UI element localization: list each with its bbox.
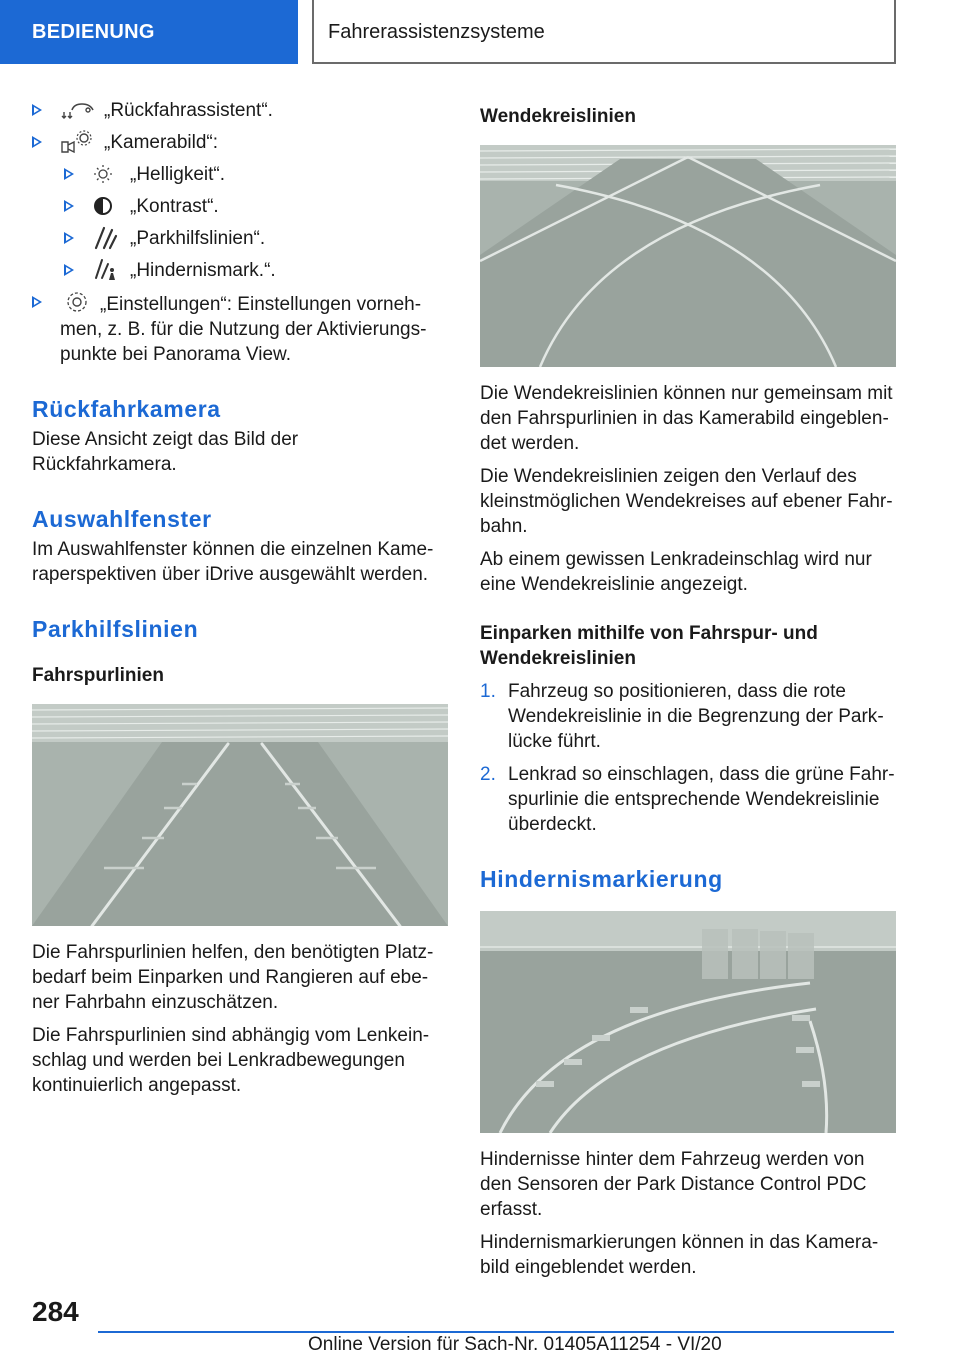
obstacle-marking-icon [90,258,120,282]
bullet-triangle-icon [32,296,42,308]
brightness-icon [90,162,120,186]
bullet-triangle-icon [32,136,42,148]
paragraph: Die Fahrspurlinien helfen, den benötigten Platzbedarf beim Einparken und Rangieren auf ebener Fahrbahn einzuschätzen. [32,942,434,1013]
paragraph: Hindernismarkierungen können in das Kamerabild eingeblendet werden. [480,1232,879,1278]
illustration-wendekreislinien [480,145,896,367]
sub-item-label: „Parkhilfslinien“. [130,228,266,249]
step-2 [480,762,896,837]
footer-divider [98,1331,894,1333]
step-number: 1. [480,681,496,702]
menu-item-kamerabild [32,130,448,155]
heading-hindernismarkierung: Hindernismarkierung [480,866,723,892]
paragraph: Die Wendekreislinien können nur gemeinsam mit den Fahrspurlinien in das Kamerabild eingeblendet werden. [480,383,893,454]
footer-version-text: Online Version für Sach-Nr. 01405A11254 - VI/20 [308,1334,722,1355]
illustration-hindernismarkierung [480,911,896,1133]
bullet-triangle-icon [64,264,74,276]
left-column [32,98,448,1106]
heading-wendekreislinien: Wendekreislinien [480,106,636,127]
parking-lines-icon [90,226,120,250]
sub-item-helligkeit [32,162,448,187]
sub-item-kontrast [32,194,448,219]
paragraph: Hindernisse hinter dem Fahrzeug werden von den Sensoren der Park Distance Control PDC erfasst. [480,1149,867,1220]
bullet-triangle-icon [32,104,42,116]
heading-fahrspurlinien: Fahrspurlinien [32,665,164,686]
menu-item-label: „Kamerabild“: [104,132,219,153]
menu-item-label: „Rückfahrassistent“. [104,100,273,121]
car-rear-arrows-icon [60,98,96,122]
bullet-triangle-icon [64,168,74,180]
step-1 [480,679,896,754]
contrast-icon [90,194,120,218]
sub-item-label: „Kontrast“. [130,196,219,217]
menu-item-rueckfahrassistent [32,98,448,123]
camera-settings-icon [60,130,96,154]
step-number: 2. [480,764,496,785]
heading-parkhilfslinien: Parkhilfslinien [32,616,199,642]
bullet-triangle-icon [64,232,74,244]
paragraph: Die Wendekreislinien zeigen den Verlauf des kleinstmöglichen Wendekreises auf ebener Fahrbahn. [480,466,893,537]
step-text: Fahrzeug so positionieren, dass die rote Wendekreislinie in die Begrenzung der Parklücke führt. [508,681,884,752]
heading-auswahlfenster: Auswahlfenster [32,506,212,532]
sub-item-label: „Helligkeit“. [130,164,226,185]
paragraph: Im Auswahlfenster können die einzelnen Kameraperspektiven über iDrive ausgewählt werden. [32,539,434,585]
menu-item-einstellungen [32,290,448,367]
paragraph: Die Fahrspurlinien sind abhängig vom Lenkeinschlag und werden bei Lenkradbewegungen kontinuierlich angepasst. [32,1025,430,1096]
bullet-triangle-icon [64,200,74,212]
sub-item-parkhilfslinien [32,226,448,251]
page-number: 284 [32,1296,79,1327]
heading-rueckfahrkamera: Rückfahrkamera [32,396,221,422]
sub-item-label: „Hindernismark.“. [130,260,276,281]
paragraph: Ab einem gewissen Lenkradeinschlag wird nur eine Wendekreislinie angezeigt. [480,549,872,595]
step-text: Lenkrad so einschlagen, dass die grüne Fahrspurlinie die entsprechende Wendekreislinie überdeckt. [508,764,895,835]
right-column [480,98,896,1288]
gear-icon [60,290,94,314]
section-tab: BEDIENUNG [0,0,298,64]
settings-item-text: „Einstellungen“: Einstellungen vornehmen, z. B. für die Nutzung der Aktivierungspunkte bei Panorama View. [60,294,427,365]
paragraph: Diese Ansicht zeigt das Bild der Rückfahrkamera. [32,429,299,475]
page-header [0,0,960,66]
heading-einparken: Einparken mithilfe von Fahrspur- und Wendekreislinien [480,623,818,669]
sub-item-hindernismarkierung [32,258,448,283]
illustration-fahrspurlinien [32,704,448,926]
chapter-title: Fahrerassistenzsysteme [312,0,896,64]
